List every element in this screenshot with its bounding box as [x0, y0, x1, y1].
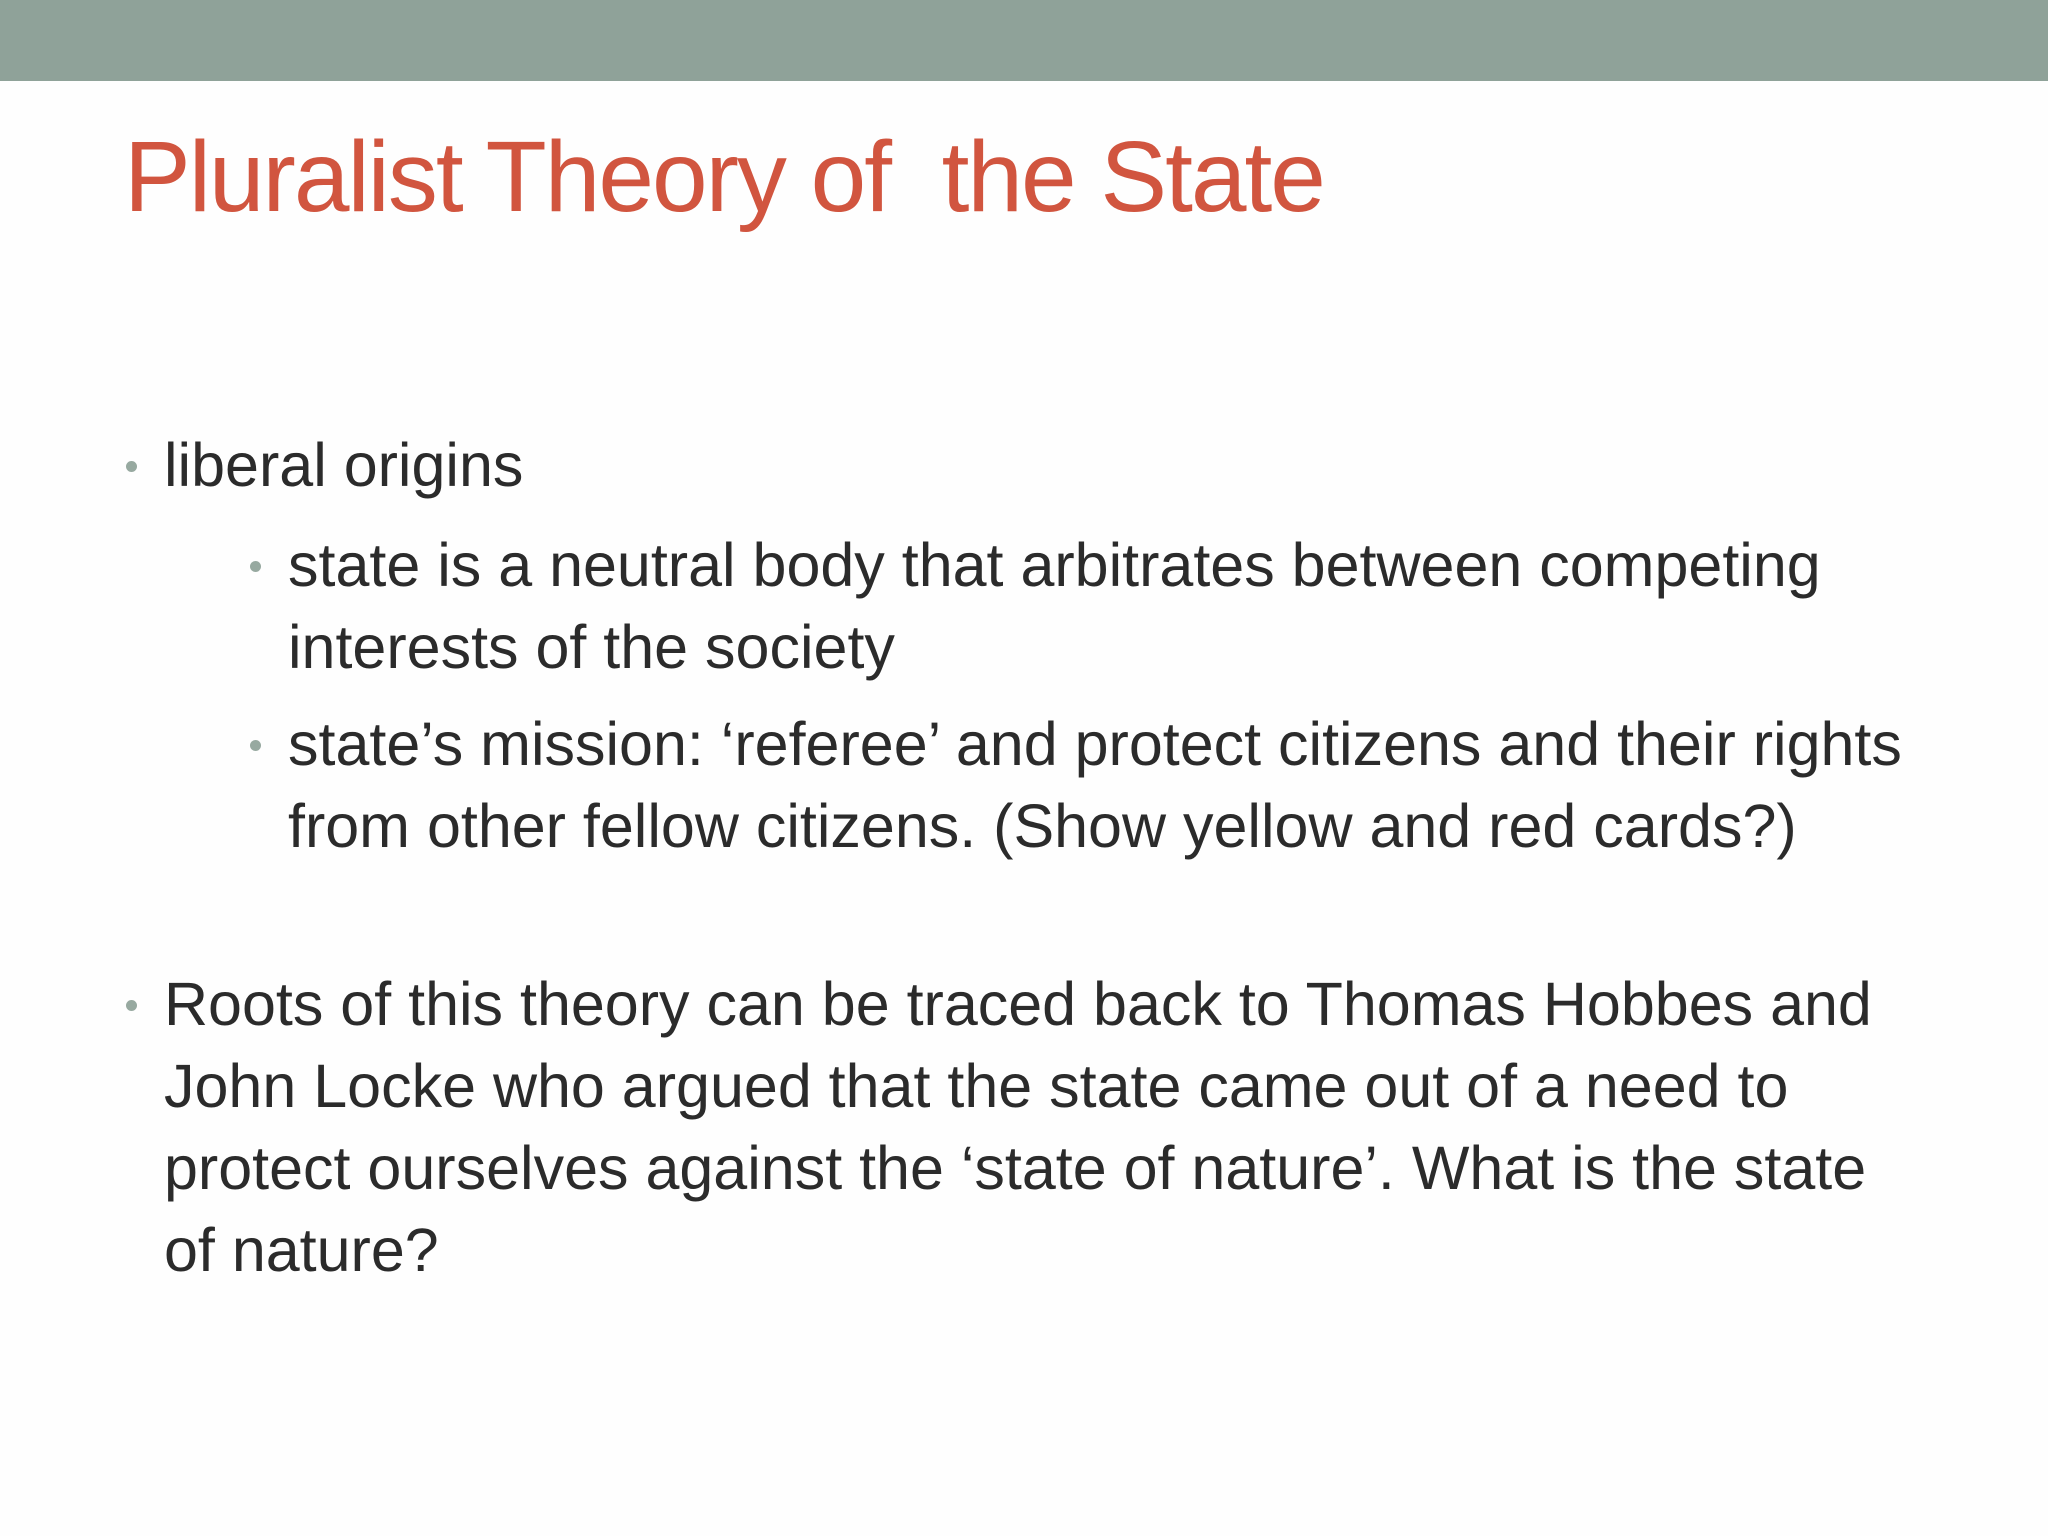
- bullet-item: [164, 963, 1924, 1291]
- bullet-text: liberal origins: [164, 431, 524, 499]
- slide-title: Pluralist Theory of the State: [124, 121, 1324, 233]
- top-band: [0, 0, 2048, 81]
- bullet-text: state’s mission: ‘referee’ and protect citizens and their rights from other fellow citizens. (Show yellow and red cards?): [288, 710, 1902, 860]
- bullet-text: state is a neutral body that arbitrates between competing interests of the society: [288, 531, 1821, 681]
- bullet-dot-icon: [126, 963, 150, 1045]
- bullet-item: [164, 424, 1924, 506]
- bullet-text: Roots of this theory can be traced back to Thomas Hobbes and John Locke who argued that the state came out of a need to protect ourselves against the ‘state of nature’. What is the state of nature?: [164, 970, 1872, 1284]
- sub-bullet-item: [288, 524, 1928, 688]
- bullet-dot-icon: [126, 424, 150, 506]
- bullet-dot-icon: [250, 703, 274, 785]
- bullet-dot-icon: [250, 524, 274, 606]
- sub-bullet-item: [288, 703, 1928, 867]
